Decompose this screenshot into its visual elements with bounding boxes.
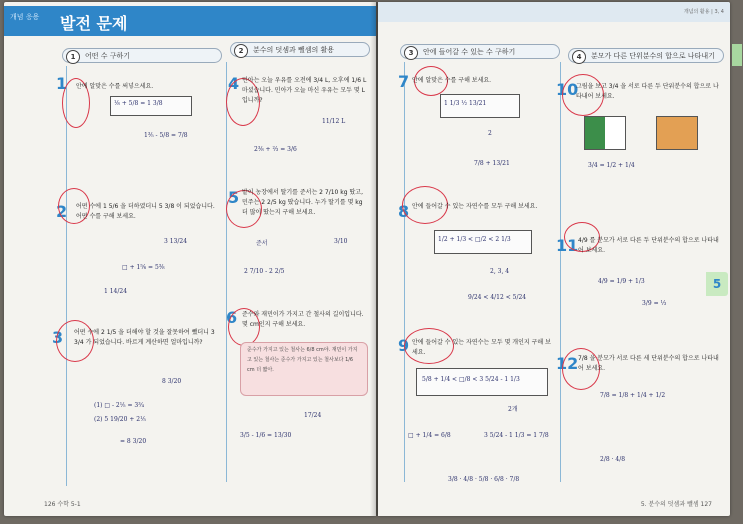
page-footer-right: 5. 분수의 덧셈과 뺄셈 127	[640, 501, 712, 508]
problem-number-7: 7	[398, 72, 410, 91]
sticky-tab	[732, 44, 742, 66]
column-rule	[66, 66, 67, 486]
open-workbook	[4, 2, 740, 522]
problem-number-9: 9	[398, 336, 410, 355]
problem-number-10: 10	[556, 80, 579, 99]
problem-number-5: 5	[228, 188, 240, 207]
problem-text-11: 4/9 를 분모가 서로 다른 두 단위분수의 합으로 나타내어 보세요.	[578, 237, 719, 254]
problem-text-9: 안에 들어갈 수 있는 자연수는 모두 몇 개인지 구해 보세요.	[412, 339, 551, 356]
problem-text-1: 안에 알맞은 수를 써넣으세요.	[76, 83, 154, 90]
handwritten-answer: 2	[488, 130, 492, 137]
breadcrumb: 개념의 활용 | 3, 4	[683, 9, 724, 15]
left-page	[4, 2, 376, 516]
handwritten-answer: 17/24	[304, 412, 322, 419]
handwritten-work: 1⅗ - 5/8 = 7/8	[144, 132, 188, 139]
right-page	[378, 2, 730, 516]
handwritten-work: 1 14/24	[104, 288, 128, 295]
handwritten-work: 2⅜ + ⅔ = 3/6	[254, 146, 297, 153]
handwritten-work: 4/9 = 1/9 + 1/3	[598, 278, 645, 285]
fraction-grid-orange	[656, 116, 698, 150]
problem-text-4: 민아는 오늘 우유를 오전에 3/4 L, 오후에 1/6 L 마셨습니다. 민아가 오늘 마신 우유는 모두 몇 L입니까?	[242, 77, 367, 104]
section-heading-1: 1 어떤 수 구하기	[62, 48, 222, 63]
page-footer-left: 126 수학 5-1	[44, 501, 81, 508]
column-rule	[404, 62, 405, 482]
handwritten-work: 3/4 = 1/2 + 1/4	[588, 162, 635, 169]
handwritten-work: 3 5/24 - 1 1/3 = 1 7/8	[484, 432, 549, 439]
handwritten-work: 3/9 = ⅓	[642, 300, 667, 307]
hint-speech-box: 준수가 가지고 있는 철사는 6/8 cm야. 재민이 가지고 있는 철사는 준수가 가지고 있는 철사보다 1/6 cm 더 짧아.	[240, 342, 368, 396]
problem-number-11: 11	[556, 236, 579, 255]
problem-text-5: 밭이 농장에서 딸기를 준서는 2 7/10 kg 땄고, 민주는 2 2/5 kg 땄습니다. 누가 딸기를 몇 kg 더 많이 땄는지 구해 보세요.	[242, 189, 363, 216]
handwritten-answer: 8 3/20	[162, 378, 182, 385]
handwritten-work: 5/8 + 1/4 < □/8 < 3 5/24 - 1 1/3	[422, 376, 520, 383]
handwritten-work: (1) □ - 2⅕ = 3¾	[94, 402, 145, 409]
problem-text-7: 안에 알맞은 수를 구해 보세요.	[412, 77, 492, 84]
handwritten-work: 7/8 + 13/21	[474, 160, 510, 167]
page-header-band	[4, 6, 376, 36]
problem-text-8: 안에 들어갈 수 있는 자연수를 모두 구해 보세요.	[412, 203, 538, 210]
handwritten-work: 1/2 + 1/3 < □/2 < 2 1/3	[438, 236, 511, 243]
handwritten-work: = 8 3/20	[120, 438, 147, 445]
handwritten-work: ⅛ + 5/8 = 1 3/8	[114, 100, 163, 107]
chapter-tab: 5	[706, 272, 728, 296]
problem-number-8: 8	[398, 202, 410, 221]
problem-text-12: 7/8 을 분모가 서로 다른 세 단위분수의 합으로 나타내어 보세요.	[578, 355, 719, 372]
problem-text-10: 그림을 보고 3/4 을 서로 다른 두 단위분수의 합으로 나타내어 보세요.	[576, 83, 719, 100]
handwritten-answer: 2, 3, 4	[490, 268, 510, 275]
page-top-band	[378, 2, 730, 22]
problem-number-3: 3	[52, 328, 64, 347]
handwritten-work: 1 1/3 ½ 13/21	[444, 100, 487, 107]
page-title: 발전 문제	[60, 14, 128, 33]
fraction-grid-green	[584, 116, 626, 150]
handwritten-answer: 준서	[256, 240, 268, 247]
column-rule	[560, 62, 561, 482]
problem-text-3: 어떤 수에 2 1/5 을 더해야 할 것을 잘못하여 뺐더니 3 3/4 가 되었습니다. 바르게 계산하면 얼마입니까?	[74, 329, 215, 346]
problem-number-12: 12	[556, 354, 579, 373]
handwritten-work: □ + 1/4 = 6/8	[408, 432, 451, 439]
handwritten-answer: 2개	[508, 406, 518, 413]
handwritten-answer: 3/10	[334, 238, 348, 245]
problem-text-2: 어떤 수에 1 5/6 을 더하였더니 5 3/8 이 되었습니다. 어떤 수를 구해 보세요.	[76, 203, 215, 220]
section-heading-3: 3 안에 들어갈 수 있는 수 구하기	[400, 44, 560, 59]
problem-text-6: 준수와 재민이가 가지고 간 철사의 길이입니다. 몇 cm인지 구해 보세요.	[242, 311, 364, 328]
handwritten-work: 3/8 · 4/8 · 5/8 · 6/8 · 7/8	[448, 476, 520, 483]
problem-number-6: 6	[226, 308, 238, 327]
handwritten-work: 3/5 - 1/6 = 13/30	[240, 432, 292, 439]
handwritten-work: □ + 1⅚ = 5⅜	[122, 264, 165, 271]
handwritten-work: (2) 5 19/20 + 2⅕	[94, 416, 146, 423]
handwritten-work: 2/8 · 4/8	[600, 456, 626, 463]
handwritten-work: 2 7/10 - 2 2/5	[244, 268, 285, 275]
problem-number-1: 1	[56, 74, 68, 93]
handwritten-answer: 3 13/24	[164, 238, 188, 245]
column-rule	[226, 62, 227, 482]
header-small-label: 개념 응용	[10, 13, 40, 21]
section-heading-4: 4 분모가 다른 단위분수의 합으로 나타내기	[568, 48, 724, 63]
handwritten-work: 7/8 = 1/8 + 1/4 + 1/2	[600, 392, 666, 399]
problem-number-4: 4	[228, 74, 240, 93]
problem-number-2: 2	[56, 202, 68, 221]
handwritten-work: 9/24 < 4/12 < 5/24	[468, 294, 527, 301]
section-heading-2: 2 분수의 덧셈과 뺄셈의 활용	[230, 42, 370, 57]
handwritten-answer: 11/12 L	[322, 118, 346, 125]
